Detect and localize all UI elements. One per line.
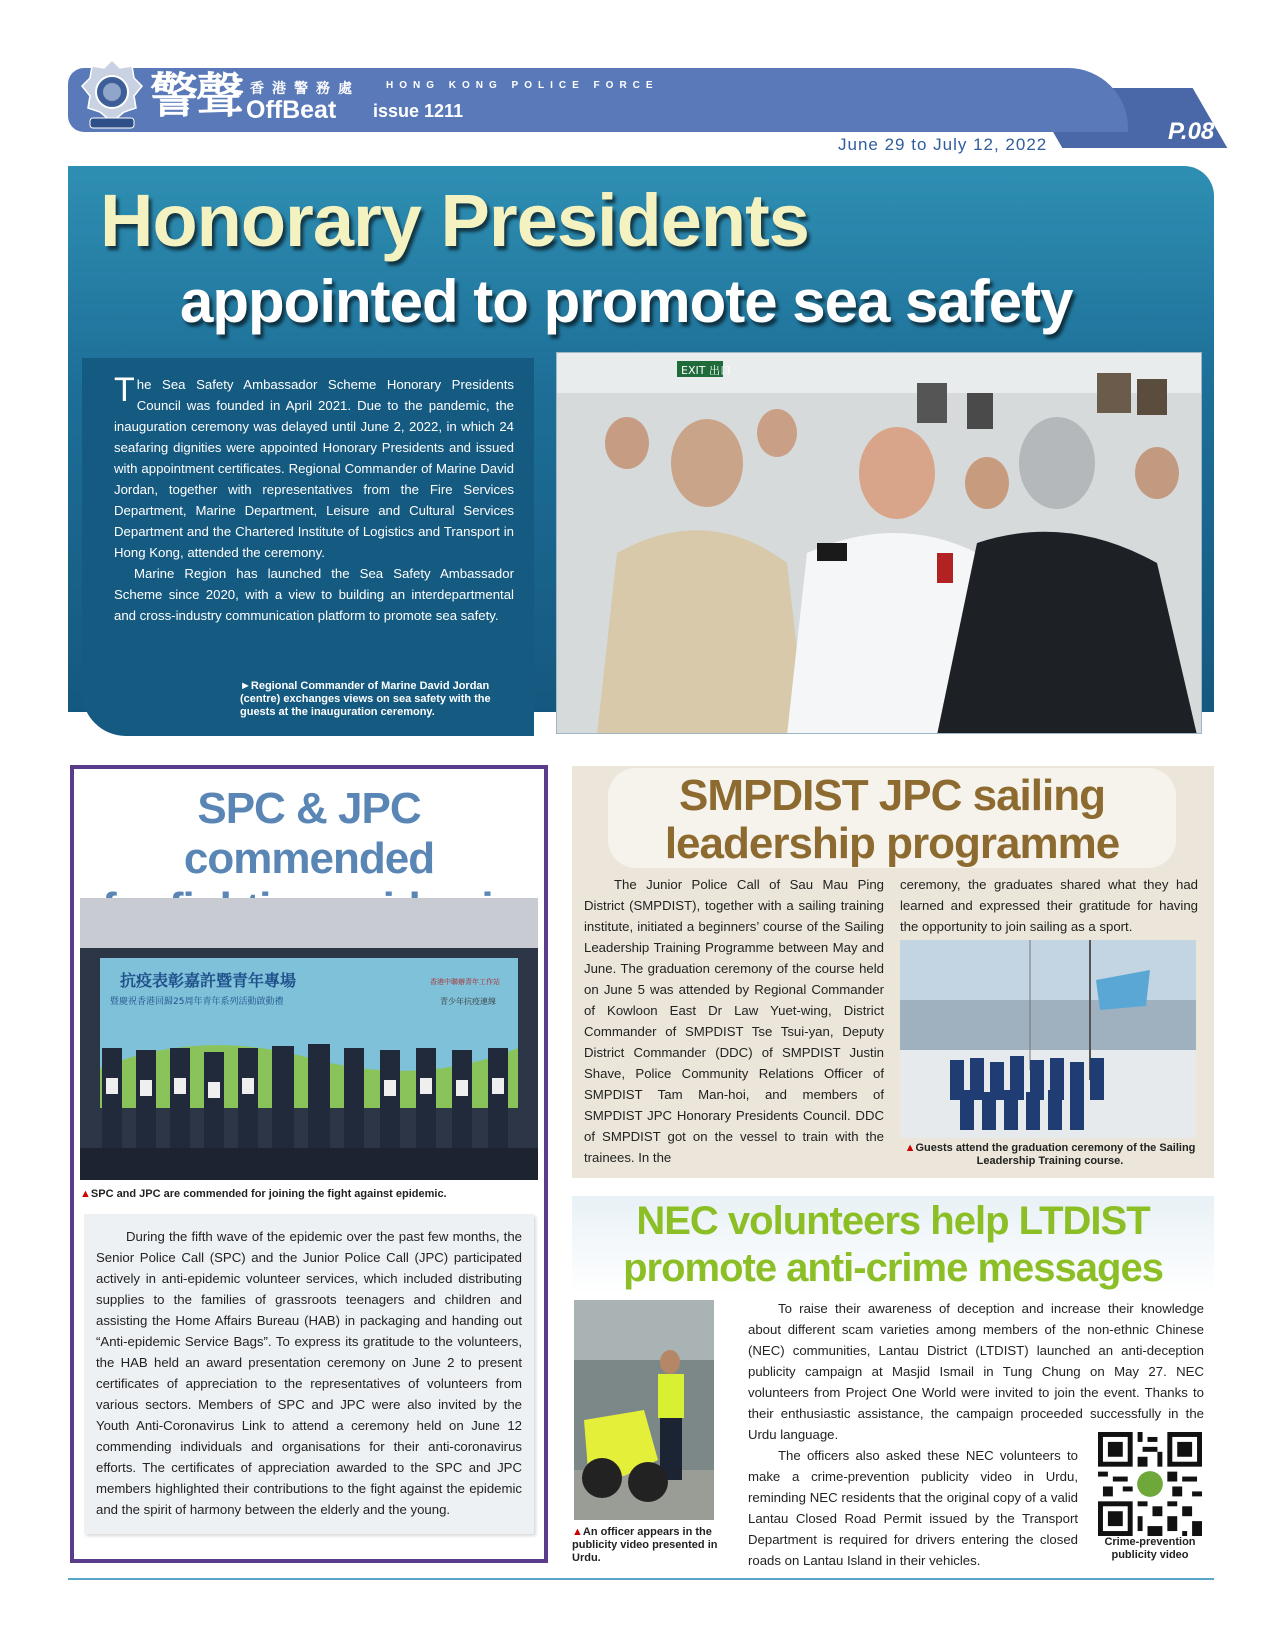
masthead-force-name: HONG KONG POLICE FORCE xyxy=(386,80,659,91)
triangle-marker-icon: ▲ xyxy=(904,1142,916,1154)
masthead-chinese-dept: 香港警務處 xyxy=(250,81,360,97)
qr-code-icon[interactable] xyxy=(1098,1432,1202,1536)
page-number: P.08 xyxy=(1168,118,1215,145)
spc-photo-caption xyxy=(80,1188,447,1200)
masthead-english-title: OffBeat xyxy=(246,96,337,124)
smpdist-headline xyxy=(608,772,1176,868)
nec-paragraph-2: The officers also asked these NEC volunteers to make a crime-prevention publicity video in Urdu, reminding NEC residents that the original copy of a valid Lantau Closed Road Permit issued by the Transport Department is required for drivers entering the closed roads on Lantau Island in their vehicles. xyxy=(748,1448,1078,1568)
spc-banner-subtitle: 青少年抗疫連線 xyxy=(440,997,496,1006)
smpdist-photo-image xyxy=(900,940,1196,1138)
exit-sign: EXIT 出口 xyxy=(681,364,731,377)
nec-photo xyxy=(574,1300,714,1520)
smpdist-photo-caption xyxy=(900,1142,1200,1168)
spc-text-box xyxy=(84,1214,534,1534)
nec-photo-caption xyxy=(572,1526,718,1565)
nec-photo-image xyxy=(574,1300,714,1520)
lead-dropcap: T xyxy=(114,371,135,409)
smpdist-column-1-text: The Junior Police Call of Sau Mau Ping District (SMPDIST), together with a sailing training institute, initiated a beginners’ course of the Sailing Leadership Training Programme between May and June. The graduation ceremony of the course held on June 5 was attended by Regional Commander of Kowloon East Dr Law Yuet-wing, District Commander of SMPDIST Tse Tsui-yan, Deputy District Commander (DDC) of SMPDIST Justin Shave, Police Community Relations Officer of SMPDIST Tam Man-hoi, and members of SMPDIST JPC Honorary Presidents Council. DDC of SMPDIST got on the vessel to train with the trainees. In the xyxy=(584,877,884,1165)
nec-headline-line-1: NEC volunteers help LTDIST xyxy=(636,1199,1150,1243)
spc-banner-line-2: 暨慶祝香港回歸25周年青年系列活動啟動禮 xyxy=(110,997,284,1007)
smpdist-headline-line-1: SMPDIST JPC sailing xyxy=(679,771,1105,820)
lead-photo-caption: ►Regional Commander of Marine David Jordan (centre) exchanges views on sea safety with the guests at the inauguration ceremony. xyxy=(240,680,491,718)
triangle-marker-icon: ▲ xyxy=(80,1188,91,1200)
smpdist-column-1 xyxy=(584,874,884,1168)
lead-paragraph-1-text: he Sea Safety Ambassador Scheme Honorary Presidents Council was founded in April 2021. Due to the pandemic, the inauguration ceremony was delayed until June 2, 2022, in which 24 seafaring dignities were appointed Honorary Presidents and issued with appointment certificates. Regional Commander of Marine David Jordan, together with representatives from the Fire Services Department, Marine Department, Leisure and Cultural Services Department and the Chartered Institute of Logistics and Transport in Hong Kong, attended the ceremony. xyxy=(114,377,514,560)
police-emblem-icon xyxy=(80,58,144,138)
footer-rule xyxy=(68,1578,1214,1580)
lead-photo xyxy=(556,352,1202,734)
smpdist-column-2 xyxy=(900,874,1198,937)
lead-paragraph-1 xyxy=(114,371,514,563)
nec-headline xyxy=(572,1198,1214,1292)
masthead-issue: issue 1211 xyxy=(373,101,464,121)
spc-banner-line-1: 抗疫表彰嘉許暨青年專場 xyxy=(120,971,297,990)
smpdist-photo xyxy=(900,940,1196,1138)
smpdist-headline-line-2: leadership programme xyxy=(664,819,1120,868)
triangle-marker-icon: ▲ xyxy=(572,1526,583,1538)
lead-paragraph-2: Marine Region has launched the Sea Safety Ambassador Scheme since 2020, with a view to building an interdepartmental and cross-industry communication platform to promote sea safety. xyxy=(114,566,514,623)
nec-paragraph-1: To raise their awareness of deception and increase their knowledge about different scam varieties among members of the non-ethnic Chinese (NEC) communities, Lantau District (LTDIST) launched an anti-deception publicity campaign at Masjid Ismail in Tung Chung on May 27. NEC volunteers from Project One World were invited to join the event. Thanks to their enthusiastic assistance, the campaign proceeded successfully in the Urdu language. xyxy=(748,1301,1204,1442)
spc-photo-image xyxy=(80,898,538,1180)
qr-caption: Crime-prevention publicity video xyxy=(1104,1536,1196,1561)
masthead-chinese-title: 警聲 xyxy=(150,68,243,124)
nec-photo-caption-text: An officer appears in the publicity video presented in Urdu. xyxy=(572,1526,718,1564)
spc-banner-logo: 香港中聯辦青年工作站 xyxy=(430,978,500,986)
lead-subheadline: appointed to promote sea safety xyxy=(180,268,1073,335)
nec-headline-line-2: promote anti-crime messages xyxy=(623,1246,1163,1290)
spc-photo-caption-text: SPC and JPC are commended for joining the fight against epidemic. xyxy=(90,1188,447,1200)
spc-photo xyxy=(80,898,538,1180)
lead-photo-image xyxy=(557,353,1202,734)
lead-headline: Honorary Presidents xyxy=(100,179,809,262)
smpdist-column-2-text: ceremony, the graduates shared what they had learned and expressed their gratitude for having the opportunity to join sailing as a sport. xyxy=(900,877,1198,934)
smpdist-photo-caption-text: Guests attend the graduation ceremony of the Sailing Leadership Training course. xyxy=(915,1142,1196,1167)
spc-headline-line-1: SPC & JPC commended xyxy=(183,784,435,883)
spc-body: During the fifth wave of the epidemic over the past few months, the Senior Police Call (SPC) and the Junior Police Call (JPC) participated actively in anti-epidemic volunteer services, which included distributing supplies to the families of grassroots teenagers and children and assisting the Home Affairs Bureau (HAB) in packaging and handing out “Anti-epidemic Service Bags”. To express its gratitude to the volunteers, the HAB held an award presentation ceremony on June 2 to present certificates of appreciation to the representatives of volunteers from various sectors. Members of SPC and JPC were also invited by the Youth Anti-Coronavirus Link to attend a ceremony held on June 12 commending individuals and organisations for their anti-coronavirus efforts. The certificates of appreciation awarded to the SPC and JPC members highlighted their contributions to the fight against the epidemic and the spirit of harmony between the elderly and the young. xyxy=(96,1229,522,1517)
issue-date: June 29 to July 12, 2022 xyxy=(838,135,1048,154)
